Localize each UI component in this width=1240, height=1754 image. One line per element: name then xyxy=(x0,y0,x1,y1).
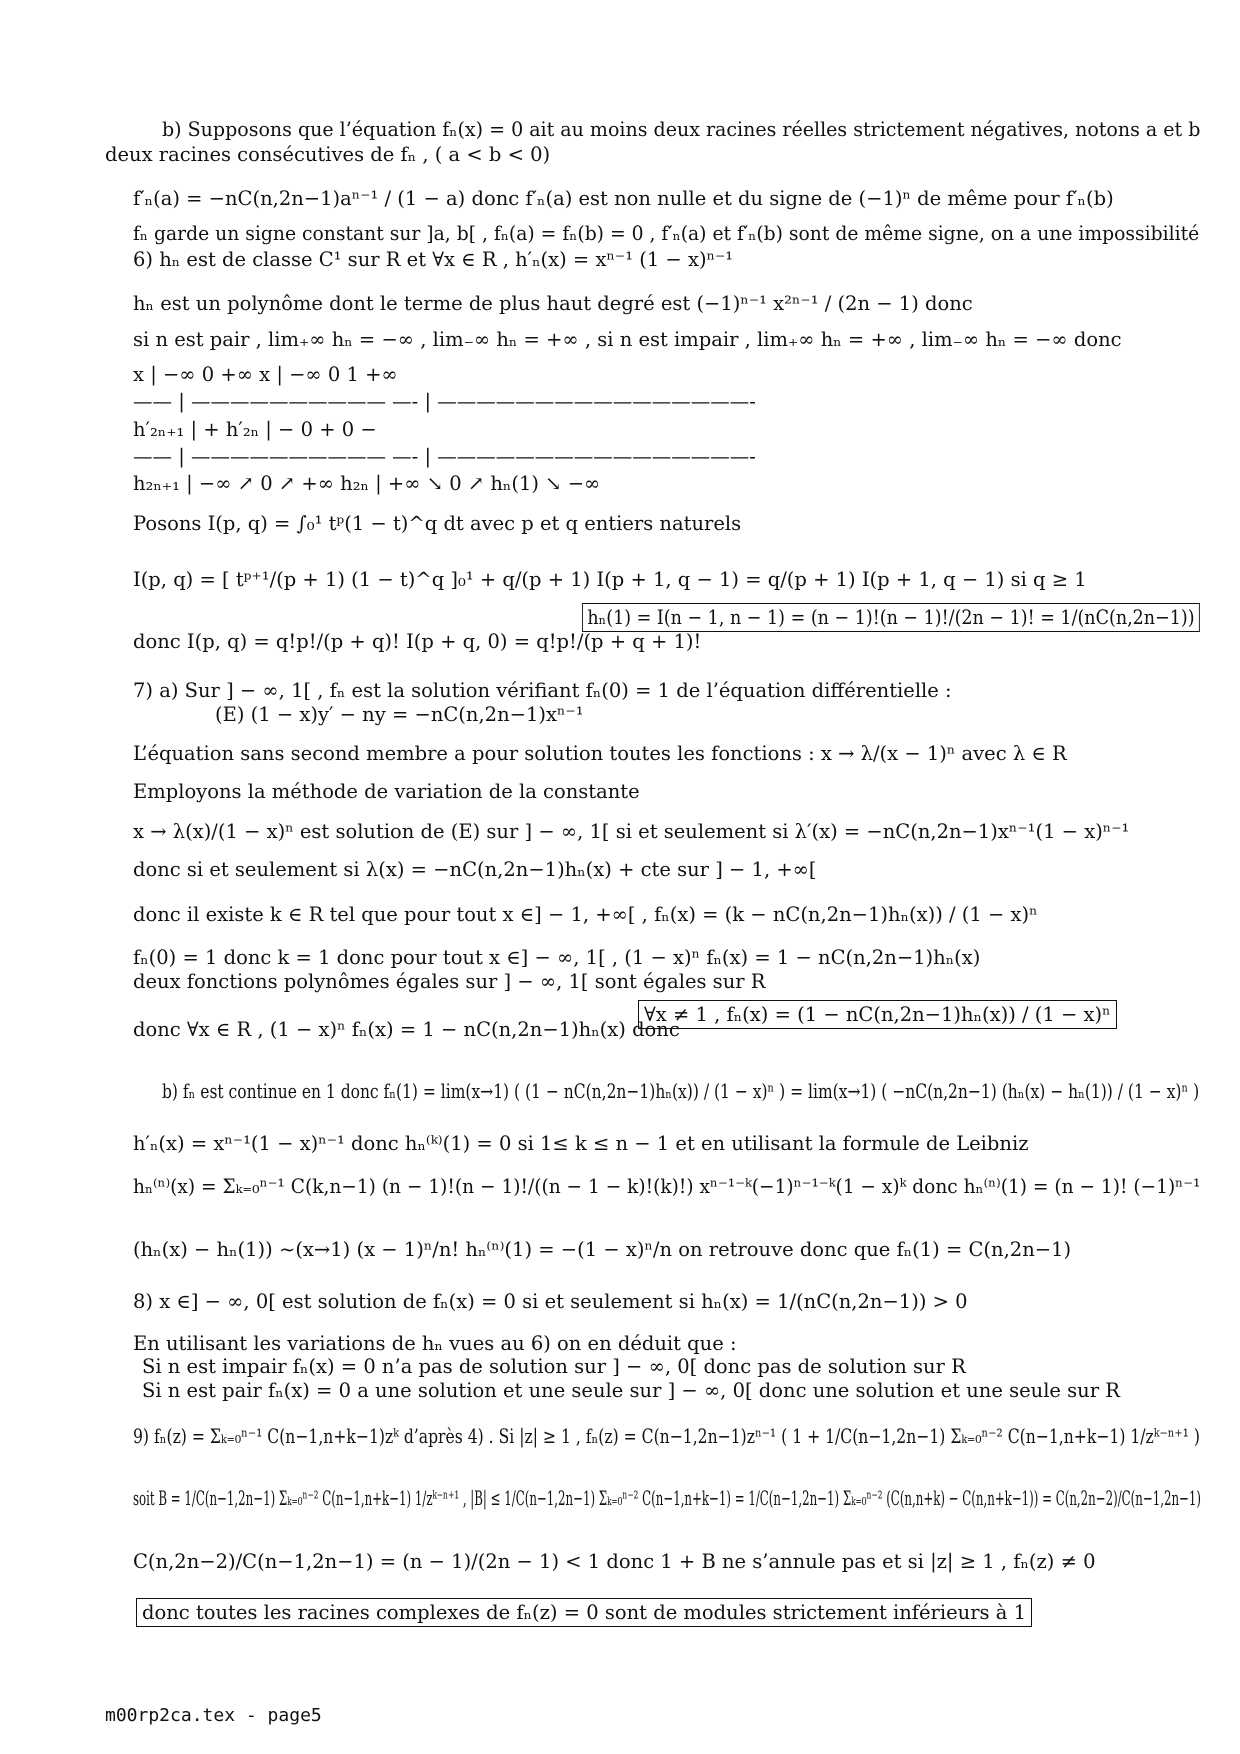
text-line: 7) a) Sur ] − ∞, 1[ , fₙ est la solution vérifiant fₙ(0) = 1 de l’équation différentielle : xyxy=(133,679,952,702)
text-line: x → λ(x)/(1 − x)ⁿ est solution de (E) sur ] − ∞, 1[ si et seulement si λ′(x) = −nC(n,2n−1)xⁿ⁻¹(1 − x)ⁿ⁻¹ xyxy=(133,820,1130,843)
boxed-result: donc toutes les racines complexes de fₙ(z) = 0 sont de modules strictement inférieurs à 1 xyxy=(136,1598,1032,1627)
text-line: L’équation sans second membre a pour solution toutes les fonctions : x → λ/(x − 1)ⁿ avec λ ∈ R xyxy=(133,742,1067,765)
text-line: h′₂ₙ₊₁ | + h′₂ₙ | − 0 + 0 − xyxy=(133,418,377,441)
text-line: h₂ₙ₊₁ | −∞ ↗ 0 ↗ +∞ h₂ₙ | +∞ ↘ 0 ↗ hₙ(1) ↘ −∞ xyxy=(133,472,601,495)
text-line: C(n,2n−2)/C(n−1,2n−1) = (n − 1)/(2n − 1) < 1 donc 1 + B ne s’annule pas et si |z| ≥ 1 , fₙ(z) ≠ 0 xyxy=(133,1550,1096,1573)
page-footer: m00rp2ca.tex - page5 xyxy=(105,1705,322,1726)
text-line: deux racines consécutives de fₙ , ( a < b < 0) xyxy=(105,143,551,166)
text-line: donc I(p, q) = q!p!/(p + q)! I(p + q, 0) = q!p!/(p + q + 1)! xyxy=(133,630,702,653)
text-line: hₙ est un polynôme dont le terme de plus haut degré est (−1)ⁿ⁻¹ x²ⁿ⁻¹ / (2n − 1) donc xyxy=(133,292,973,315)
text-line: 8) x ∈] − ∞, 0[ est solution de fₙ(x) = 0 si et seulement si hₙ(x) = 1/(nC(n,2n−1)) > 0 xyxy=(133,1290,968,1313)
text-line: Si n est pair fₙ(x) = 0 a une solution et une seule sur ] − ∞, 0[ donc une solution et une seule sur R xyxy=(142,1379,1120,1402)
text-line: hₙ⁽ⁿ⁾(x) = Σₖ₌₀ⁿ⁻¹ C(k,n−1) (n − 1)!(n − 1)!/((n − 1 − k)!(k)!) xⁿ⁻¹⁻ᵏ(−1)ⁿ⁻¹⁻ᵏ(1 − x)ᵏ donc hₙ⁽ⁿ⁾(1) = (n − 1)! (−1)ⁿ⁻¹ xyxy=(133,1175,1201,1198)
text-line: fₙ garde un signe constant sur ]a, b[ , fₙ(a) = fₙ(b) = 0 , f′ₙ(a) et f′ₙ(b) sont de même signe, on a une impossibilité xyxy=(133,222,1200,245)
text-line: b) Supposons que l’équation fₙ(x) = 0 ait au moins deux racines réelles strictement négatives, notons a et b xyxy=(162,118,1201,141)
boxed-result: hₙ(1) = I(n − 1, n − 1) = (n − 1)!(n − 1)!/(2n − 1)! = 1/(nC(n,2n−1)) xyxy=(582,603,1200,632)
text-line: 9) fₙ(z) = Σₖ₌₀ⁿ⁻¹ C(n−1,n+k−1)zᵏ d’après 4) . Si |z| ≥ 1 , fₙ(z) = C(n−1,2n−1)zⁿ⁻¹ ( 1 + 1/C(n−1,2n−1) Σₖ₌₀ⁿ⁻² C(n−1,n+k−1) 1/zᵏ⁻ⁿ⁺¹ ) xyxy=(133,1425,1200,1448)
text-line: donc il existe k ∈ R tel que pour tout x ∈] − 1, +∞[ , fₙ(x) = (k − nC(n,2n−1)hₙ(x)) / (1 − x)ⁿ xyxy=(133,903,1038,926)
text-line: (E) (1 − x)y′ − ny = −nC(n,2n−1)xⁿ⁻¹ xyxy=(215,703,584,726)
text-line: deux fonctions polynômes égales sur ] − ∞, 1[ sont égales sur R xyxy=(133,970,766,993)
text-line: En utilisant les variations de hₙ vues au 6) on en déduit que : xyxy=(133,1332,737,1355)
text-line: I(p, q) = [ tᵖ⁺¹/(p + 1) (1 − t)^q ]₀¹ + q/(p + 1) I(p + 1, q − 1) = q/(p + 1) I(p + 1, q − 1) si q ≥ 1 xyxy=(133,568,1087,591)
text-line: —— | —————————— —- | ————————————————- xyxy=(133,445,756,468)
text-line: x | −∞ 0 +∞ x | −∞ 0 1 +∞ xyxy=(133,363,398,386)
boxed-result: ∀x ≠ 1 , fₙ(x) = (1 − nC(n,2n−1)hₙ(x)) / (1 − x)ⁿ xyxy=(638,1000,1117,1029)
text-line: 6) hₙ est de classe C¹ sur R et ∀x ∈ R , h′ₙ(x) = xⁿ⁻¹ (1 − x)ⁿ⁻¹ xyxy=(133,248,734,271)
text-line: Posons I(p, q) = ∫₀¹ tᵖ(1 − t)^q dt avec p et q entiers naturels xyxy=(133,512,742,535)
text-line: donc si et seulement si λ(x) = −nC(n,2n−1)hₙ(x) + cte sur ] − 1, +∞[ xyxy=(133,858,817,881)
text-line: Si n est impair fₙ(x) = 0 n’a pas de solution sur ] − ∞, 0[ donc pas de solution sur R xyxy=(142,1355,966,1378)
text-line: fₙ(0) = 1 donc k = 1 donc pour tout x ∈] − ∞, 1[ , (1 − x)ⁿ fₙ(x) = 1 − nC(n,2n−1)hₙ(x) xyxy=(133,946,981,969)
text-line: —— | —————————— —- | ————————————————- xyxy=(133,390,756,413)
text-line: (hₙ(x) − hₙ(1)) ∼(x→1) (x − 1)ⁿ/n! hₙ⁽ⁿ⁾(1) = −(1 − x)ⁿ/n on retrouve donc que fₙ(1) = C(n,2n−1) xyxy=(133,1238,1072,1261)
text-line: donc ∀x ∈ R , (1 − x)ⁿ fₙ(x) = 1 − nC(n,2n−1)hₙ(x) donc xyxy=(133,1018,680,1041)
text-line: h′ₙ(x) = xⁿ⁻¹(1 − x)ⁿ⁻¹ donc hₙ⁽ᵏ⁾(1) = 0 si 1≤ k ≤ n − 1 et en utilisant la formule de Leibniz xyxy=(133,1132,1029,1155)
text-line: Employons la méthode de variation de la constante xyxy=(133,780,640,803)
text-line: b) fₙ est continue en 1 donc fₙ(1) = lim(x→1) ( (1 − nC(n,2n−1)hₙ(x)) / (1 − x)ⁿ ) = lim(x→1) ( −nC(n,2n−1) (hₙ(x) − hₙ(1)) / (1 − x)ⁿ ) xyxy=(162,1080,1200,1103)
text-line: f′ₙ(a) = −nC(n,2n−1)aⁿ⁻¹ / (1 − a) donc f′ₙ(a) est non nulle et du signe de (−1)ⁿ de même pour f′ₙ(b) xyxy=(133,187,1114,210)
text-line: soit B = 1/C(n−1,2n−1) Σₖ₌₀ⁿ⁻² C(n−1,n+k−1) 1/zᵏ⁻ⁿ⁺¹ , |B| ≤ 1/C(n−1,2n−1) Σₖ₌₀ⁿ⁻² C(n−1,n+k−1) = 1/C(n−1,2n−1) Σₖ₌₀ⁿ⁻² (C(n,n+k) − C(n,n+k−1)) = C(n,2n−2)/C(n−1,2n−1) xyxy=(133,1487,1202,1510)
text-line: si n est pair , lim₊∞ hₙ = −∞ , lim₋∞ hₙ = +∞ , si n est impair , lim₊∞ hₙ = +∞ , lim₋∞ hₙ = −∞ donc xyxy=(133,328,1122,351)
